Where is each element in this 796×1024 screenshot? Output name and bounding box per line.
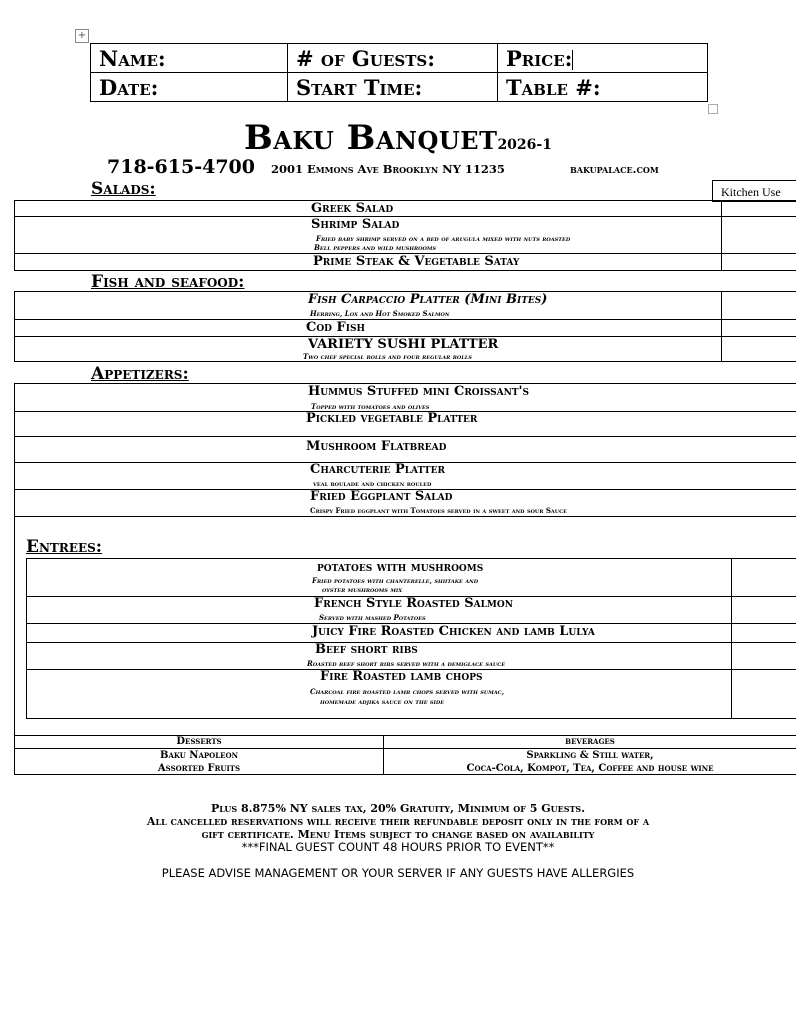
salads-grid [14,200,796,271]
menu-item-desc: Fried potatoes with chanterelle, shiitake and [312,576,479,585]
menu-row [27,559,796,597]
event-info-table [90,43,708,102]
beverages-column [384,736,796,774]
section-title-entrees: Entrees: [26,537,103,557]
menu-item-name: VARIETY SUSHI PLATTER [308,337,499,352]
section-title-appetizers: Appetizers: [91,364,189,384]
dessert-item: Assorted Fruits [157,763,241,774]
menu-item-name: Fire Roasted lamb chops [320,669,483,684]
menu-item-desc: Topped with tomatoes and olives [311,402,430,411]
appetizers-grid [14,383,796,517]
menu-row [15,292,796,320]
footer-allergy-note: PLEASE ADVISE MANAGEMENT OR YOUR SERVER IF ANY GUESTS HAVE ALLERGIES [161,866,635,880]
beverages-header: beverages [384,736,796,749]
menu-row [15,384,796,412]
beverage-line: Coca-Cola, Kompot, Tea, Coffee and house wine [466,763,714,774]
menu-row [15,336,796,361]
menu-row [27,642,796,670]
table-number-field[interactable]: Table #: [498,73,708,102]
table-move-handle-icon[interactable]: + [75,29,89,43]
menu-item-desc: Crispy Fried eggplant with Tomatoes served in a sweet and sour Sauce [310,506,567,515]
menu-row [15,489,796,518]
desserts-header: Desserts [15,736,383,749]
kitchen-use-label: Kitchen Use [712,180,796,202]
text-cursor [572,50,573,70]
menu-item-name: Cod Fish [306,320,365,335]
menu-item-desc: veal roulade and chicken rouled [313,479,432,488]
menu-item-desc: Bell peppers and wild mushrooms [314,243,437,252]
start-time-field[interactable]: Start Time: [288,73,498,102]
menu-row [15,319,796,337]
table-resize-handle[interactable] [708,104,718,114]
menu-item-desc: Charcoal fire roasted lamb chops served with sumac, [310,687,505,696]
outer-left-border [14,517,16,735]
menu-item-name: Greek Salad [311,201,394,216]
menu-row [15,436,796,463]
page-title: Baku Banquet2026-1 [244,118,552,158]
desserts-beverages-table [14,735,796,775]
menu-item-name: potatoes with mushrooms [317,560,484,575]
desserts-column [15,736,384,774]
dessert-item: Baku Napoleon [160,750,238,761]
menu-item-name: Charcuterie Platter [310,462,445,477]
fish-grid [14,291,796,362]
menu-item-desc: Fried baby shrimp served on a bed of arugula mixed with nuts roasted [316,234,571,243]
price-field[interactable]: Price: [498,44,708,73]
title-suffix: 2026-1 [497,137,552,153]
beverage-line: Sparkling & Still water, [526,750,654,761]
footer-cancellation-note: All cancelled reservations will receive their refundable deposit only in the form of a [146,815,650,828]
menu-item-name: Fried Eggplant Salad [310,489,453,504]
name-field[interactable]: Name: [91,44,288,73]
entrees-grid [26,558,796,719]
menu-item-name: Mushroom Flatbread [306,439,447,454]
menu-row [27,669,796,720]
phone-number: 718-615-4700 [107,156,255,178]
footer-tax-note: Plus 8.875% NY sales tax, 20% Gratuity, Minimum of 5 Guests. [210,802,586,815]
menu-item-name: Juicy Fire Roasted Chicken and lamb Lulya [312,624,595,639]
menu-item-desc: oyster mushrooms mix [322,585,403,594]
menu-item-name: French Style Roasted Salmon [314,596,513,611]
menu-item-name: Hummus Stuffed mini Croissant's [308,384,530,399]
menu-item-name: Pickled vegetable Platter [306,411,478,426]
menu-row [27,596,796,624]
guests-field[interactable]: # of Guests: [288,44,498,73]
menu-row [15,253,796,270]
date-field[interactable]: Date: [91,73,288,102]
address: 2001 Emmons Ave Brooklyn NY 11235 [271,162,505,176]
website: bakupalace.com [570,162,659,176]
menu-item-name: Prime Steak & Vegetable Satay [313,254,520,269]
section-title-fish: Fish and seafood: [91,272,245,292]
menu-row [15,462,796,490]
footer-guest-count-note: ***FINAL GUEST COUNT 48 HOURS PRIOR TO EVENT** [241,840,555,854]
menu-item-desc: Two chef special rolls and four regular rolls [303,352,472,361]
menu-item-desc: Herring, Lox and Hot Smoked Salmon [310,309,450,318]
menu-row [15,411,796,437]
menu-item-name: Fish Carpaccio Platter (Mini Bites) [308,292,548,307]
menu-row [15,201,796,217]
menu-row [15,216,796,254]
menu-item-desc: Served with mashed Potatoes [319,613,426,622]
menu-item-name: Beef short ribs [315,642,418,657]
menu-item-desc: homemade adjika sauce on the side [320,697,445,706]
menu-item-desc: Roasted beef short ribs served with a demiglace sauce [307,659,506,668]
footer-availability-note: gift certificate. Menu Items subject to change based on availability [201,828,595,841]
section-title-salads: Salads: [91,179,156,199]
menu-row [27,623,796,643]
menu-item-name: Shrimp Salad [311,217,400,232]
